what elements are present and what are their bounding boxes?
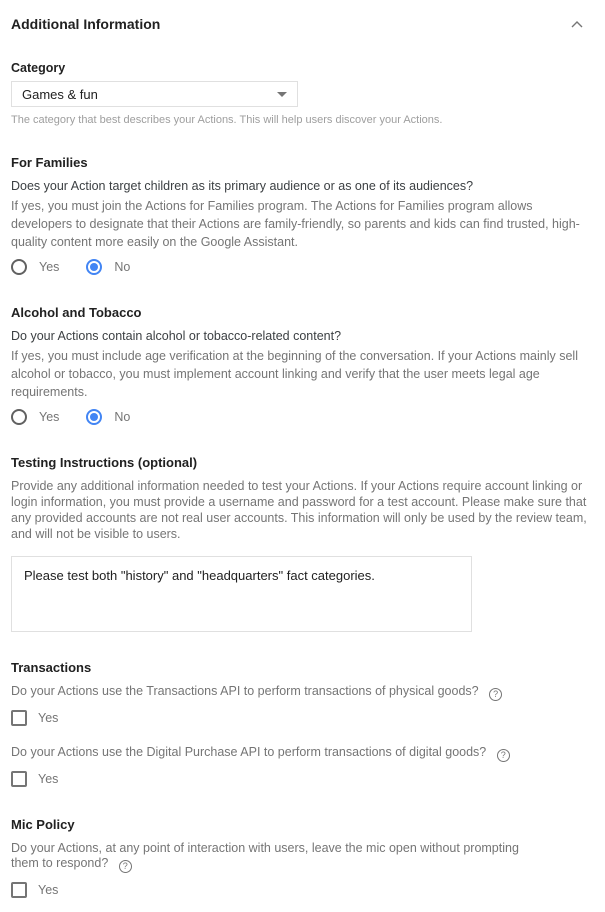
for-families-section: [11, 155, 592, 277]
question-text: Do your Actions, at any point of interaction with users, leave the mic open without prompting them to respond?: [11, 841, 519, 870]
mic-policy-heading: Mic Policy: [11, 817, 75, 832]
radio-unselected-icon: [11, 259, 27, 275]
transactions-section: [11, 660, 592, 789]
checkbox-label: Yes: [38, 711, 59, 725]
checkbox-label: Yes: [38, 772, 59, 786]
category-field: [11, 61, 592, 127]
for-families-helper-text: If yes, you must join the Actions for Families program. The Actions for Families program allows developers to designate that their Actions are family-friendly, so parents and kids can find trusted, high-quality content more easily on the Google Assistant.: [11, 199, 580, 249]
mic-policy-question: [11, 841, 531, 873]
transactions-physical-checkbox-row[interactable]: [11, 708, 592, 728]
mic-policy-section: [11, 817, 592, 900]
question-text: Do your Actions use the Digital Purchase API to perform transactions of digital goods?: [11, 745, 487, 759]
transactions-physical-question: [11, 684, 592, 701]
help-icon[interactable]: ?: [119, 860, 132, 873]
alcohol-tobacco-radio-option-no[interactable]: [86, 409, 130, 425]
collapse-section-button[interactable]: [568, 16, 586, 32]
alcohol-tobacco-helper-text: If yes, you must include age verification at the beginning of the conversation. If your Actions mainly sell alcohol or tobacco, you must implement account linking and verify that the user meets legal age requirements.: [11, 349, 578, 399]
for-families-radio-option-no[interactable]: [86, 259, 130, 275]
radio-label: No: [114, 410, 131, 424]
alcohol-tobacco-question: Do your Actions contain alcohol or tobacco-related content?: [11, 329, 342, 343]
alcohol-tobacco-radio-option-yes[interactable]: [11, 409, 59, 425]
alcohol-tobacco-section: [11, 305, 592, 427]
checkbox-unchecked-icon: [11, 882, 27, 898]
mic-policy-checkbox-row[interactable]: [11, 880, 592, 900]
category-select[interactable]: [11, 81, 298, 107]
panel-title: Additional Information: [11, 16, 161, 32]
for-families-question: Does your Action target children as its primary audience or as one of its audiences?: [11, 179, 474, 193]
category-label: Category: [11, 61, 66, 75]
radio-label: No: [114, 260, 131, 274]
transactions-heading: Transactions: [11, 660, 92, 675]
radio-label: Yes: [39, 260, 60, 274]
checkbox-unchecked-icon: [11, 710, 27, 726]
question-text: Do your Actions use the Transactions API to perform transactions of physical goods?: [11, 684, 479, 698]
testing-instructions-description: Provide any additional information needed to test your Actions. If your Actions require account linking or login information, you must provide a username and password for a test account. Please make sure that any provided accounts are not real user accounts. This information will only be used by the review team, and will not be visible to users.: [11, 479, 587, 541]
category-helper-text: The category that best describes your Actions. This will help users discover your Actions.: [11, 114, 443, 126]
transactions-digital-checkbox-row[interactable]: [11, 769, 592, 789]
alcohol-tobacco-heading: Alcohol and Tobacco: [11, 305, 142, 320]
for-families-radio-group: [11, 257, 592, 277]
dropdown-arrow-icon: [277, 92, 287, 97]
category-selected-value: Games & fun: [22, 86, 98, 102]
transactions-digital-question: [11, 745, 592, 762]
testing-instructions-section: [11, 455, 592, 632]
radio-unselected-icon: [11, 409, 27, 425]
testing-instructions-heading: Testing Instructions (optional): [11, 455, 198, 470]
testing-instructions-input[interactable]: [11, 556, 472, 632]
panel-header: [11, 16, 592, 32]
help-icon[interactable]: ?: [489, 688, 502, 701]
for-families-heading: For Families: [11, 155, 88, 170]
checkbox-label: Yes: [38, 883, 59, 897]
radio-selected-icon: [86, 409, 102, 425]
radio-label: Yes: [39, 410, 60, 424]
help-icon[interactable]: ?: [497, 749, 510, 762]
alcohol-tobacco-radio-group: [11, 407, 592, 427]
radio-selected-icon: [86, 259, 102, 275]
for-families-radio-option-yes[interactable]: [11, 259, 59, 275]
checkbox-unchecked-icon: [11, 771, 27, 787]
chevron-up-icon: [570, 18, 584, 33]
